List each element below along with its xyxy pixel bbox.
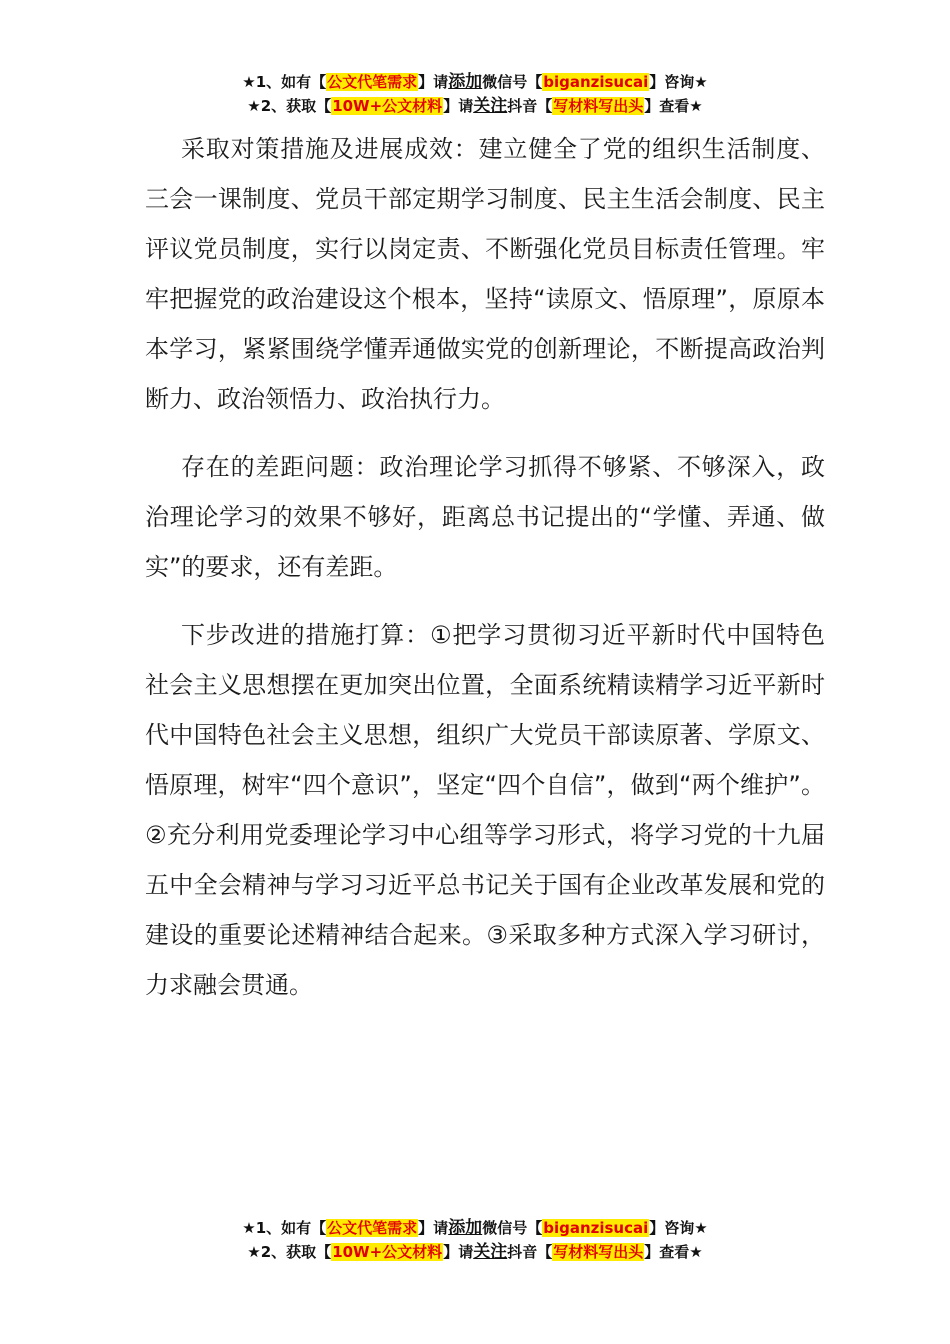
banner-text: 微信号【: [482, 73, 543, 91]
banner-text: ★2、获取【: [247, 97, 332, 115]
banner-line-1: [0, 1216, 950, 1240]
banner-text: 抖音【: [507, 97, 553, 115]
banner-highlight-materials: 10W+公文材料: [332, 1243, 443, 1261]
footer-banner: [0, 1216, 950, 1264]
document-body: [145, 124, 825, 1028]
banner-line-1: [0, 70, 950, 94]
banner-highlight-douyin-id: 写材料写出头: [553, 97, 644, 115]
banner-text: 】请: [418, 73, 449, 91]
banner-text: 】咨询★: [649, 73, 708, 91]
banner-text: 微信号【: [482, 1219, 543, 1237]
banner-highlight-service: 公文代笔需求: [327, 73, 418, 91]
banner-underlined-add: 添加: [448, 1218, 483, 1238]
banner-text: 】请: [418, 1219, 449, 1237]
banner-text: 】查看★: [644, 97, 703, 115]
banner-line-2: [0, 94, 950, 118]
banner-text: ★1、如有【: [242, 1219, 327, 1237]
banner-text: 】请: [443, 1243, 474, 1261]
banner-highlight-douyin-id: 写材料写出头: [553, 1243, 644, 1261]
banner-line-2: [0, 1240, 950, 1264]
banner-text: 】咨询★: [649, 1219, 708, 1237]
banner-text: ★1、如有【: [242, 73, 327, 91]
banner-highlight-wechat-id: biganzisucai: [543, 1219, 649, 1237]
banner-highlight-materials: 10W+公文材料: [332, 97, 443, 115]
banner-text: 】查看★: [644, 1243, 703, 1261]
paragraph-measures-progress: 采取对策措施及进展成效：建立健全了党的组织生活制度、三会一课制度、党员干部定期学习制度、民主生活会制度、民主评议党员制度，实行以岗定责、不断强化党员目标责任管理。牢牢把握党的政治建设这个根本，坚持“读原文、悟原理”，原原本本学习，紧紧围绕学懂弄通做实党的创新理论，不断提高政治判断力、政治领悟力、政治执行力。: [145, 135, 825, 413]
banner-text: 】请: [443, 97, 474, 115]
header-banner: [0, 70, 950, 118]
banner-highlight-wechat-id: biganzisucai: [543, 73, 649, 91]
banner-underlined-add: 添加: [448, 72, 483, 92]
banner-text: 抖音【: [507, 1243, 553, 1261]
banner-underlined-follow: 关注: [473, 96, 508, 116]
banner-highlight-service: 公文代笔需求: [327, 1219, 418, 1237]
banner-text: ★2、获取【: [247, 1243, 332, 1261]
paragraph-gap-issues: 存在的差距问题：政治理论学习抓得不够紧、不够深入，政治理论学习的效果不够好，距离总书记提出的“学懂、弄通、做实”的要求，还有差距。: [145, 453, 825, 581]
banner-underlined-follow: 关注: [473, 1242, 508, 1262]
paragraph-next-steps: 下步改进的措施打算：①把学习贯彻习近平新时代中国特色社会主义思想摆在更加突出位置，全面系统精读精学习近平新时代中国特色社会主义思想，组织广大党员干部读原著、学原文、悟原理，树牢“四个意识”，坚定“四个自信”，做到“两个维护”。②充分利用党委理论学习中心组等学习形式，将学习党的十九届五中全会精神与学习习近平总书记关于国有企业改革发展和党的建设的重要论述精神结合起来。③采取多种方式深入学习研讨，力求融会贯通。: [145, 621, 825, 999]
